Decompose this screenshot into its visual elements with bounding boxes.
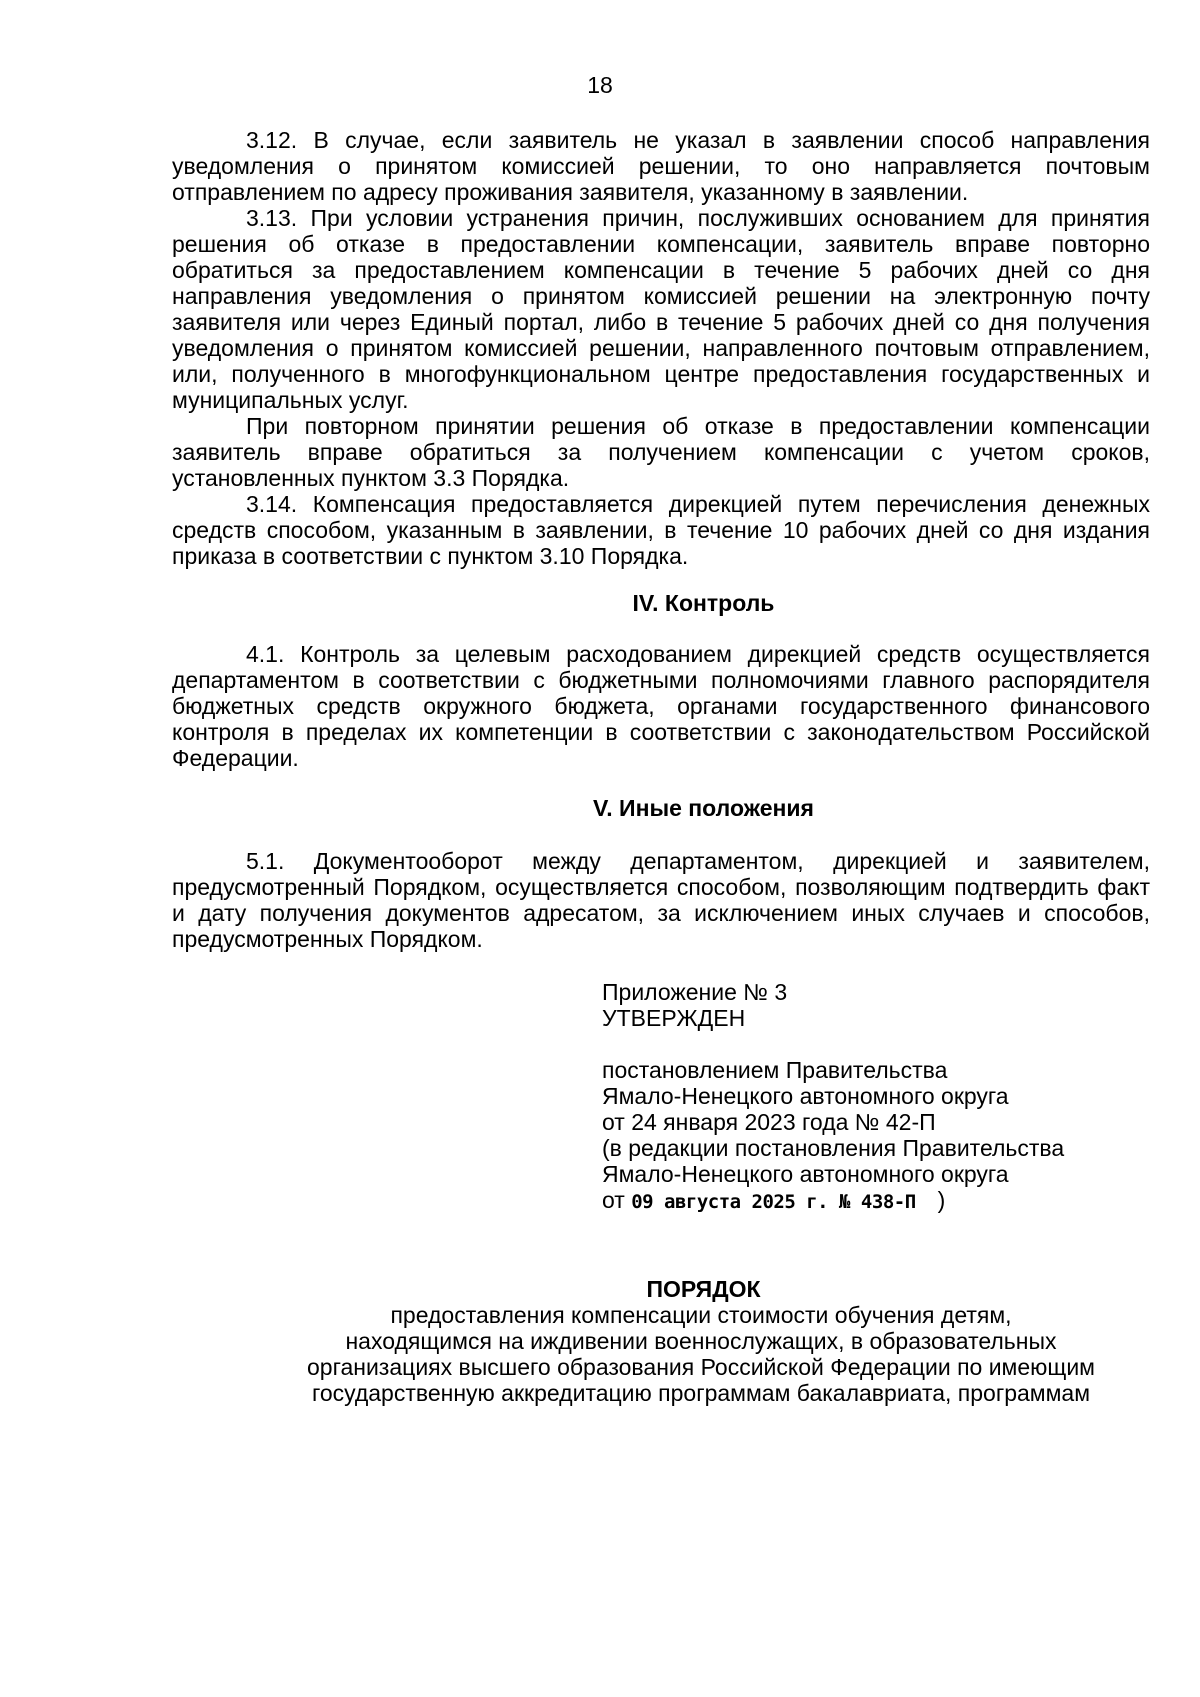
revision-date-prefix: от — [602, 1187, 625, 1213]
order-subtitle-line-3: организациях высшего образования Российской Федерации по имеющим — [307, 1354, 1095, 1380]
section-heading-control: IV. Контроль — [632, 590, 775, 616]
revision-line-2: Ямало-Ненецкого автономного округа — [602, 1161, 1009, 1187]
paragraph-4-1: 4.1. Контроль за целевым расходованием дирекцией средств осуществляется департаментом в соответствии с бюджетными полномочиями главного распорядителя бюджетных средств окружного бюджета, органами государственного финансового контроля в пределах их компетенции в соответствии с законодательством Российской Федерации. — [172, 641, 1150, 771]
decree-date: от 24 января 2023 года № 42-П — [602, 1109, 936, 1135]
approved-label: УТВЕРЖДЕН — [602, 1005, 746, 1031]
section-heading-other-provisions: V. Иные положения — [593, 795, 814, 821]
decree-line-2: Ямало-Ненецкого автономного округа — [602, 1083, 1009, 1109]
decree-line-1: постановлением Правительства — [602, 1057, 948, 1083]
appendix-number: Приложение № 3 — [602, 979, 788, 1005]
paragraph-3-13-repeat: При повторном принятии решения об отказе в предоставлении компенсации заявитель вправе обратиться за получением компенсации с учетом сроков, установленных пунктом 3.3 Порядка. — [172, 413, 1150, 491]
revision-date-close: ) — [937, 1187, 946, 1213]
revision-date-stamp: 09 августа 2025 г. № 438-П — [631, 1191, 916, 1213]
spacer — [602, 1031, 1150, 1057]
order-subtitle-line-2: находящимся на иждивении военнослужащих, в образовательных — [345, 1328, 1057, 1354]
order-subtitle-line-1: предоставления компенсации стоимости обучения детям, — [390, 1302, 1012, 1328]
paragraph-3-12: 3.12. В случае, если заявитель не указал в заявлении способ направления уведомления о принятом комиссией решении, то оно направляется почтовым отправлением по адресу проживания заявителя, указанному в заявлении. — [172, 127, 1150, 205]
order-title: ПОРЯДОК — [646, 1276, 761, 1302]
paragraph-3-13: 3.13. При условии устранения причин, послуживших основанием для принятия решения об отказе в предоставлении компенсации, заявитель вправе повторно обратиться за предоставлением компенсации в течение 5 рабочих дней со дня направления уведомления о принятом комиссией решении на электронную почту заявителя или через Единый портал, либо в течение 5 рабочих дней со дня получения уведомления о принятом комиссией решении, направленного почтовым отправлением, или, полученного в многофункциональном центре предоставления государственных и муниципальных услуг. — [172, 205, 1150, 413]
page-number: 18 — [587, 72, 613, 98]
appendix-approval-block — [602, 979, 1150, 1215]
revision-date-line — [602, 1187, 1150, 1215]
order-subtitle-line-4: государственную аккредитацию программам бакалавриата, программам — [311, 1380, 1091, 1406]
paragraph-5-1: 5.1. Документооборот между департаментом, дирекцией и заявителем, предусмотренный Порядком, осуществляется способом, позволяющим подтвердить факт и дату получения документов адресатом, за исключением иных случаев и способов, предусмотренных Порядком. — [172, 848, 1150, 952]
document-body — [172, 127, 1150, 1406]
paragraph-3-14: 3.14. Компенсация предоставляется дирекцией путем перечисления денежных средств способом, указанным в заявлении, в течение 10 рабочих дней со дня издания приказа в соответствии с пунктом 3.10 Порядка. — [172, 491, 1150, 569]
revision-line-1: (в редакции постановления Правительства — [602, 1135, 1065, 1161]
